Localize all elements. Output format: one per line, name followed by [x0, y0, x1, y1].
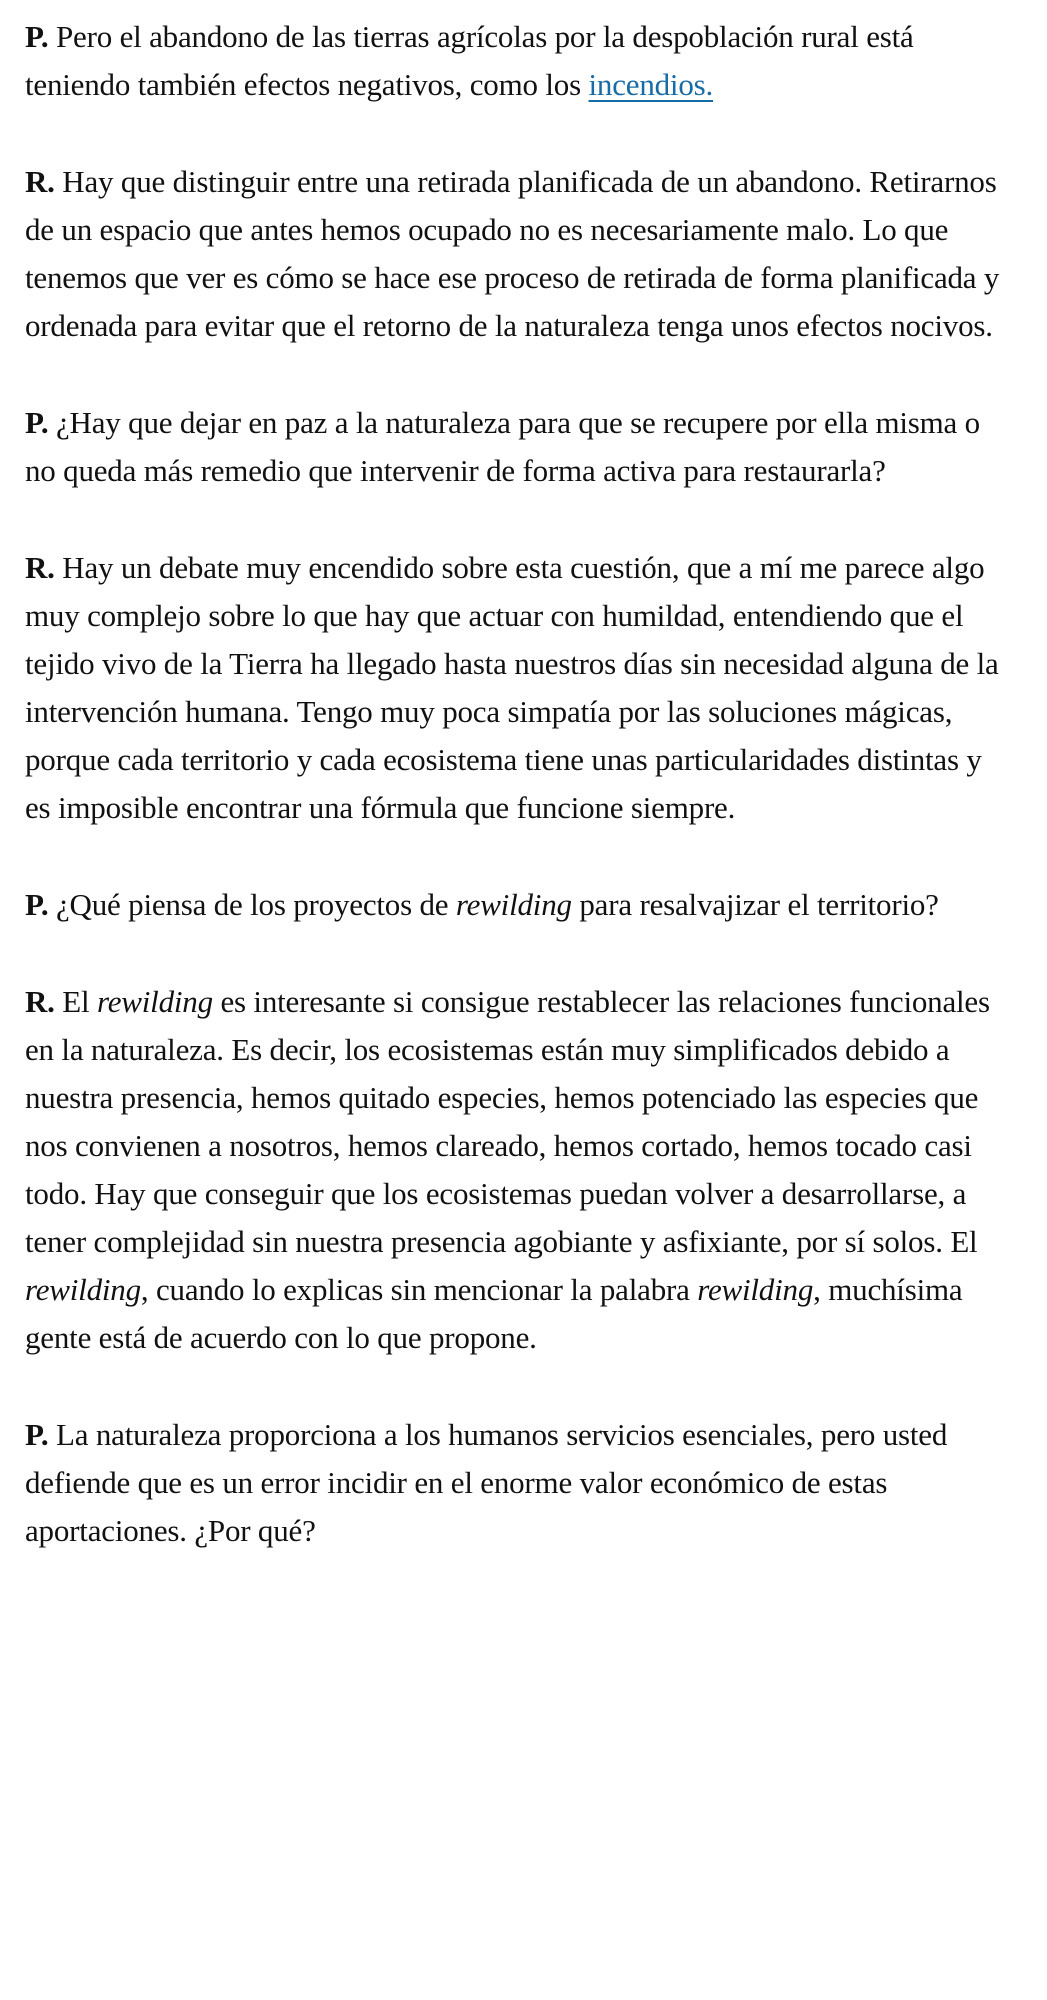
interview-question [25, 13, 1013, 109]
speaker-label: P. [25, 19, 49, 54]
interview-answer [25, 544, 1013, 832]
interview-answer [25, 158, 1013, 350]
body-text: Hay que distinguir entre una retirada planificada de un abandono. Retirarnos de un espacio que antes hemos ocupado no es necesariamente malo. Lo que tenemos que ver es cómo se hace ese proceso de retirada de forma planificada y ordenada para evitar que el retorno de la naturaleza tenga unos efectos nocivos. [25, 164, 1000, 343]
foreign-term: rewilding [697, 1272, 814, 1307]
speaker-label: R. [25, 550, 55, 585]
interview-question [25, 399, 1013, 495]
body-text: El [54, 984, 97, 1019]
body-text: Hay un debate muy encendido sobre esta cuestión, que a mí me parece algo muy complejo sobre lo que hay que actuar con humildad, entendiendo que el tejido vivo de la Tierra ha llegado hasta nuestros días sin necesidad alguna de la intervención humana. Tengo muy poca simpatía por las soluciones mágicas, porque cada territorio y cada ecosistema tiene unas particularidades distintas y es imposible encontrar una fórmula que funcione siempre. [25, 550, 999, 825]
speaker-label: P. [25, 1417, 49, 1452]
body-text: para resalvajizar el territorio? [571, 887, 939, 922]
foreign-term: rewilding [25, 1272, 141, 1307]
interview-answer [25, 978, 1013, 1362]
speaker-label: P. [25, 887, 49, 922]
speaker-label: R. [25, 164, 55, 199]
speaker-label: R. [25, 984, 55, 1019]
body-text: es interesante si consigue restablecer las relaciones funcionales en la naturaleza. Es decir, los ecosistemas están muy simplificados debido a nuestra presencia, hemos quitado especies, hemos potenciado las especies que nos convienen a nosotros, hemos clareado, hemos cortado, hemos tocado casi todo. Hay que conseguir que los ecosistemas puedan volver a desarrollarse, a tener complejidad sin nuestra presencia agobiante y asfixiante, por sí solos. El [25, 984, 990, 1259]
interview-question [25, 881, 1013, 929]
incendios-link[interactable]: incendios. [588, 67, 714, 102]
body-text: , muchísima gente está de acuerdo con lo que propone. [25, 1272, 963, 1355]
interview-question [25, 1411, 1013, 1555]
body-text: La naturaleza proporciona a los humanos servicios esenciales, pero usted defiende que es un error incidir en el enorme valor económico de estas aportaciones. ¿Por qué? [25, 1417, 948, 1548]
foreign-term: rewilding [455, 887, 572, 922]
body-text: ¿Hay que dejar en paz a la naturaleza para que se recupere por ella misma o no queda más remedio que intervenir de forma activa para restaurarla? [25, 405, 980, 488]
body-text: , cuando lo explicas sin mencionar la palabra [140, 1272, 698, 1307]
body-text: Pero el abandono de las tierras agrícolas por la despoblación rural está teniendo también efectos negativos, como los [25, 19, 914, 102]
body-text: ¿Qué piensa de los proyectos de [48, 887, 456, 922]
speaker-label: P. [25, 405, 49, 440]
foreign-term: rewilding [97, 984, 213, 1019]
